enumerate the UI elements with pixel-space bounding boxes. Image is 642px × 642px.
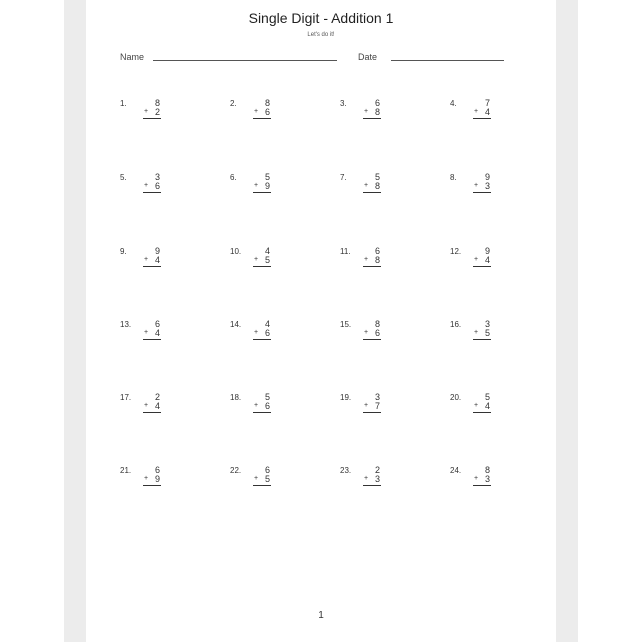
problem-item [120,247,180,277]
addend-bottom: 9 [264,181,270,191]
addend-bottom: 3 [484,474,490,484]
problem-number: 13. [120,320,132,329]
answer-line[interactable] [253,485,271,486]
plus-sign: + [144,475,149,482]
addend-bottom: 5 [264,474,270,484]
problem-number: 2. [230,99,237,108]
problem-item [340,247,400,277]
problem-item [450,320,510,350]
name-label: Name [120,52,145,62]
answer-line[interactable] [473,266,491,267]
problem-item [450,99,510,129]
problem-number: 11. [340,247,351,256]
addend-top: 7 [484,98,490,108]
problem-item [340,99,400,129]
problem-item [230,393,290,423]
addend-top: 2 [154,392,160,402]
problem-number: 8. [450,173,457,182]
plus-sign: + [144,402,149,409]
date-field[interactable] [391,60,504,61]
problem-number: 1. [120,99,127,108]
addend-bottom: 9 [154,474,160,484]
plus-sign: + [474,475,479,482]
answer-line[interactable] [363,485,381,486]
date-label: Date [358,52,378,62]
problem-item [120,466,180,496]
problem-item [450,466,510,496]
answer-line[interactable] [363,192,381,193]
plus-sign: + [144,256,149,263]
addend-bottom: 6 [154,181,160,191]
page-subtitle: Let's do it! [307,32,335,38]
answer-line[interactable] [473,339,491,340]
addend-top: 6 [154,465,160,475]
problem-item [340,173,400,203]
plus-sign: + [254,329,259,336]
addend-bottom: 2 [154,107,160,117]
problem-item [340,320,400,350]
answer-line[interactable] [253,339,271,340]
answer-line[interactable] [473,118,491,119]
plus-sign: + [474,108,479,115]
problem-number: 23. [340,466,352,475]
problem-item [230,320,290,350]
addend-top: 9 [484,172,490,182]
plus-sign: + [474,256,479,263]
addend-bottom: 8 [374,181,380,191]
problem-number: 21. [120,466,132,475]
addend-top: 9 [484,246,490,256]
addend-top: 4 [264,319,270,329]
answer-line[interactable] [473,412,491,413]
plus-sign: + [254,108,259,115]
answer-line[interactable] [143,339,161,340]
addend-bottom: 5 [264,255,270,265]
plus-sign: + [144,108,149,115]
plus-sign: + [144,329,149,336]
addend-bottom: 4 [484,255,490,265]
plus-sign: + [364,329,369,336]
addend-top: 2 [374,465,380,475]
answer-line[interactable] [143,266,161,267]
addend-top: 8 [154,98,160,108]
problem-item [120,99,180,129]
plus-sign: + [144,182,149,189]
page-number: 1 [318,610,324,621]
answer-line[interactable] [363,118,381,119]
addend-bottom: 6 [264,328,270,338]
addend-top: 5 [264,172,270,182]
answer-line[interactable] [253,118,271,119]
problem-number: 12. [450,247,462,256]
problem-number: 20. [450,393,462,402]
addend-top: 3 [154,172,160,182]
problem-number: 18. [230,393,242,402]
plus-sign: + [474,329,479,336]
addend-top: 5 [374,172,380,182]
addend-bottom: 6 [264,401,270,411]
addend-bottom: 3 [484,181,490,191]
answer-line[interactable] [143,485,161,486]
addend-top: 6 [264,465,270,475]
addend-bottom: 6 [374,328,380,338]
problem-number: 24. [450,466,462,475]
problem-item [340,466,400,496]
problem-item [450,247,510,277]
problem-number: 6. [230,173,237,182]
addend-top: 8 [374,319,380,329]
problem-number: 10. [230,247,242,256]
problem-item [230,466,290,496]
addend-top: 3 [374,392,380,402]
addend-top: 5 [264,392,270,402]
problem-number: 9. [120,247,127,256]
page-title: Single Digit - Addition 1 [248,10,394,26]
addend-bottom: 4 [484,107,490,117]
problem-item [230,99,290,129]
problem-number: 4. [450,99,457,108]
answer-line[interactable] [143,412,161,413]
answer-line[interactable] [143,118,161,119]
plus-sign: + [474,402,479,409]
problem-number: 7. [340,173,347,182]
addend-bottom: 6 [264,107,270,117]
addend-bottom: 5 [484,328,490,338]
problem-number: 19. [340,393,352,402]
name-field[interactable] [153,60,337,61]
plus-sign: + [254,182,259,189]
addend-top: 5 [484,392,490,402]
viewer-gutter-right [556,0,578,642]
problem-item [340,393,400,423]
problem-item [230,247,290,277]
problem-item [450,393,510,423]
answer-line[interactable] [253,266,271,267]
plus-sign: + [364,475,369,482]
addend-bottom: 8 [374,107,380,117]
addend-top: 3 [484,319,490,329]
addend-bottom: 8 [374,255,380,265]
addend-top: 4 [264,246,270,256]
addend-top: 8 [484,465,490,475]
problem-number: 15. [340,320,352,329]
plus-sign: + [254,256,259,263]
answer-line[interactable] [473,485,491,486]
addend-top: 6 [374,98,380,108]
problem-item [120,173,180,203]
plus-sign: + [364,256,369,263]
answer-line[interactable] [473,192,491,193]
problem-number: 5. [120,173,127,182]
addend-bottom: 4 [154,328,160,338]
plus-sign: + [254,475,259,482]
addend-top: 6 [374,246,380,256]
problem-number: 16. [450,320,462,329]
addend-bottom: 4 [154,255,160,265]
worksheet-page [86,0,556,642]
addend-bottom: 4 [154,401,160,411]
problem-number: 3. [340,99,347,108]
problem-item [450,173,510,203]
problem-number: 14. [230,320,242,329]
addend-top: 9 [154,246,160,256]
problem-number: 17. [120,393,132,402]
addend-top: 6 [154,319,160,329]
addend-bottom: 4 [484,401,490,411]
problem-item [230,173,290,203]
plus-sign: + [364,182,369,189]
plus-sign: + [474,182,479,189]
problem-number: 22. [230,466,242,475]
plus-sign: + [254,402,259,409]
answer-line[interactable] [363,339,381,340]
addend-top: 8 [264,98,270,108]
viewer-gutter-left [64,0,86,642]
problem-item [120,393,180,423]
addend-bottom: 3 [374,474,380,484]
plus-sign: + [364,402,369,409]
answer-line[interactable] [253,412,271,413]
plus-sign: + [364,108,369,115]
answer-line[interactable] [143,192,161,193]
answer-line[interactable] [363,266,381,267]
answer-line[interactable] [253,192,271,193]
problem-item [120,320,180,350]
answer-line[interactable] [363,412,381,413]
addend-bottom: 7 [374,401,380,411]
